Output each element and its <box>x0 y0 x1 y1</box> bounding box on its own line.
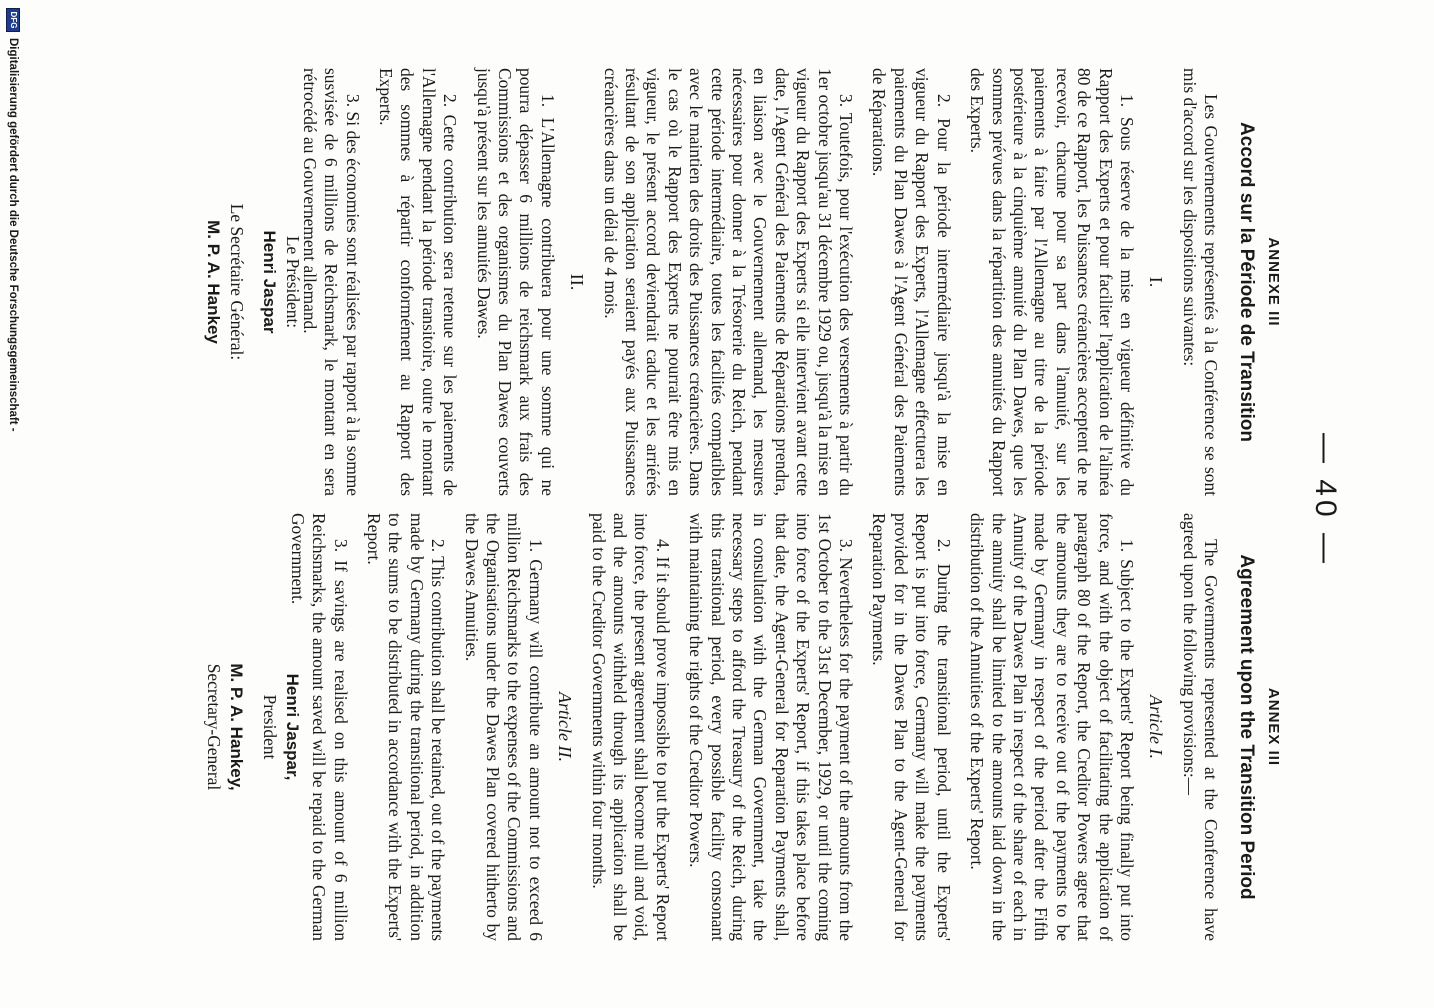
french-president-name: Henri Jaspar <box>260 230 279 334</box>
english-paragraph: 3. Nevertheless for the payment of the amounts from the 1st October to the 31st December, 1929, or until the coming into force of the Experts' Report, if this takes place before that date, the Agent-General for Reparation Payments shall, in consultation with the German Government, take the necessary steps to afford the Treasury of the Reich, during this transitional period, every possible facility consonant with maintaining the rights of the Creditor Powers. <box>686 513 857 941</box>
french-secretary-name: M. P. A. Hankey <box>204 220 223 344</box>
french-paragraph: 1. L'Allemagne contribuera pour une somme qui ne pourra dépasser 6 millions de reichsmark aux frais des Commissions et des organismes du Plan Dawes couverts jusqu'à présent sur les annuités Dawes. <box>473 68 558 496</box>
french-paragraph: 3. Si des économies sont réalisées par rapport à la somme susvisée de 6 millions de Reichsmark, le montant en sera rétrocédé au Gouvernement allemand. <box>299 68 363 496</box>
french-president-title: Le Président: <box>283 235 303 329</box>
english-signatures <box>192 513 304 941</box>
english-annex-label: ANNEX III <box>1265 687 1282 767</box>
french-title: Accord sur la Période de Transition <box>1235 122 1257 442</box>
french-annex-label: ANNEXE III <box>1265 237 1282 327</box>
english-paragraph: 1. Germany will contribute an amount not to exceed 6 million Reichsmarks to the expenses of the Commissions and the Organisations under the Dawes Plan covered hitherto by the Dawes Annuities. <box>461 513 546 941</box>
french-paragraph: 2. Cette contribution sera retenue sur les paiements de l'Allemagne pendant la période transitoire, outre le montant des sommes à répartir conformément au Rapport des Experts. <box>375 68 461 496</box>
digitization-footer <box>4 0 22 1008</box>
french-secretary-title: Le Secrétaire Général: <box>227 203 247 361</box>
english-article-1-heading: Article I. <box>1146 695 1167 759</box>
english-article-2-heading: Article II. <box>555 692 576 762</box>
english-president-title: President <box>260 694 280 760</box>
english-intro: The Governments represented at the Conference have agreed upon the following provisions:— <box>1179 513 1222 941</box>
french-signatures <box>192 68 304 496</box>
french-paragraph: 1. Sous réserve de la mise en vigueur définitive du Rapport des Experts et pour faciliter l'application de l'alinéa 80 de ce Rapport, les Puissances créancières acceptent de ne recevoir, chacune pour sa part dans l'annuité, sur les paiements à faire par l'Allemagne au titre de la période postérieure à la cinquième annuité du Plan Dawes, que les sommes prévues dans la répartition des annuités du Rapport des Experts. <box>967 68 1137 496</box>
french-column <box>286 68 1284 496</box>
english-paragraph: 2. During the transitional period, until the Experts' Report is put into force, Germany will make the payments provided for in the Dawes Plan to the Agent-General for Reparation Payments. <box>869 513 954 941</box>
french-paragraph: 3. Toutefois, pour l'exécution des versements à partir du 1er octobre jusqu'au 31 décembre 1929 ou, jusqu'à la mise en vigueur du Rapport des Experts si elle intervient avant cette date, l'Agent Général des Paiements de Réparations prendra, en liaison avec le Gouvernement allemand, les mesures nécessaires pour donner à la Trésorerie du Reich, pendant cette période intermédiaire, toutes les facilités compatibles avec le maintien des droits des Puissances créancières. Dans le cas où le Rapport des Experts ne pourrait être mis en vigueur, le présent accord deviendrait caduc et les arriérés résultant de son application seraient payés aux Puissances créancières dans un délai de 4 mois. <box>600 68 857 496</box>
english-paragraph: 4. If it should prove impossible to put the Experts' Report into force, the present agreement shall become null and void, and the amounts withheld through its application shall be paid to the Creditor Governments within four months. <box>588 513 673 941</box>
english-paragraph: 2. This contribution shall be retained, out of the payments made by Germany during the transitional period, in addition to the sums to be distributed in accordance with the Experts' Report. <box>363 513 449 941</box>
english-title: Agreement upon the Transition Period <box>1235 554 1257 900</box>
english-paragraph: 3. If savings are realised on this amount of 6 million Reichsmarks, the amount saved will be repaid to the German Government. <box>287 513 351 941</box>
english-paragraph: 1. Subject to the Experts' Report being finally put into force, and with the object of facilitating the application of paragraph 80 of the Report, the Creditor Powers agree that the amounts they are to receive out of the payments to be made by Germany in respect of the period after the Fifth Annuity of the Dawes Plan in respect of the share of each in the annuity shall be limited to the amounts laid down in the distribution of the Annuities of the Experts' Report. <box>967 513 1137 941</box>
footer-text: Digitalisierung gefördert durch die Deutsche Forschungsgemeinschaft - <box>7 38 19 432</box>
english-president-name: Henri Jaspar, <box>283 673 302 781</box>
english-secretary-title: Secretary-General <box>204 663 224 791</box>
dfg-logo-icon: DFG <box>6 8 20 32</box>
french-paragraph: 2. Pour la période intermédiaire jusqu'à la mise en vigueur du Rapport des Experts, l'Allemagne effectuera les paiements du Plan Dawes à l'Agent Général des Paiements de Réparations. <box>869 68 954 496</box>
french-section-1-heading: I. <box>1146 276 1167 288</box>
english-column <box>274 513 1284 941</box>
english-secretary-name: M. P. A. Hankey, <box>227 663 246 791</box>
french-section-2-heading: II. <box>567 273 588 291</box>
french-intro: Les Gouvernements représentés à la Conférence se sont mis d'accord sur les dispositions suivantes: <box>1179 68 1222 496</box>
page-number: — 40 — <box>1309 432 1342 568</box>
